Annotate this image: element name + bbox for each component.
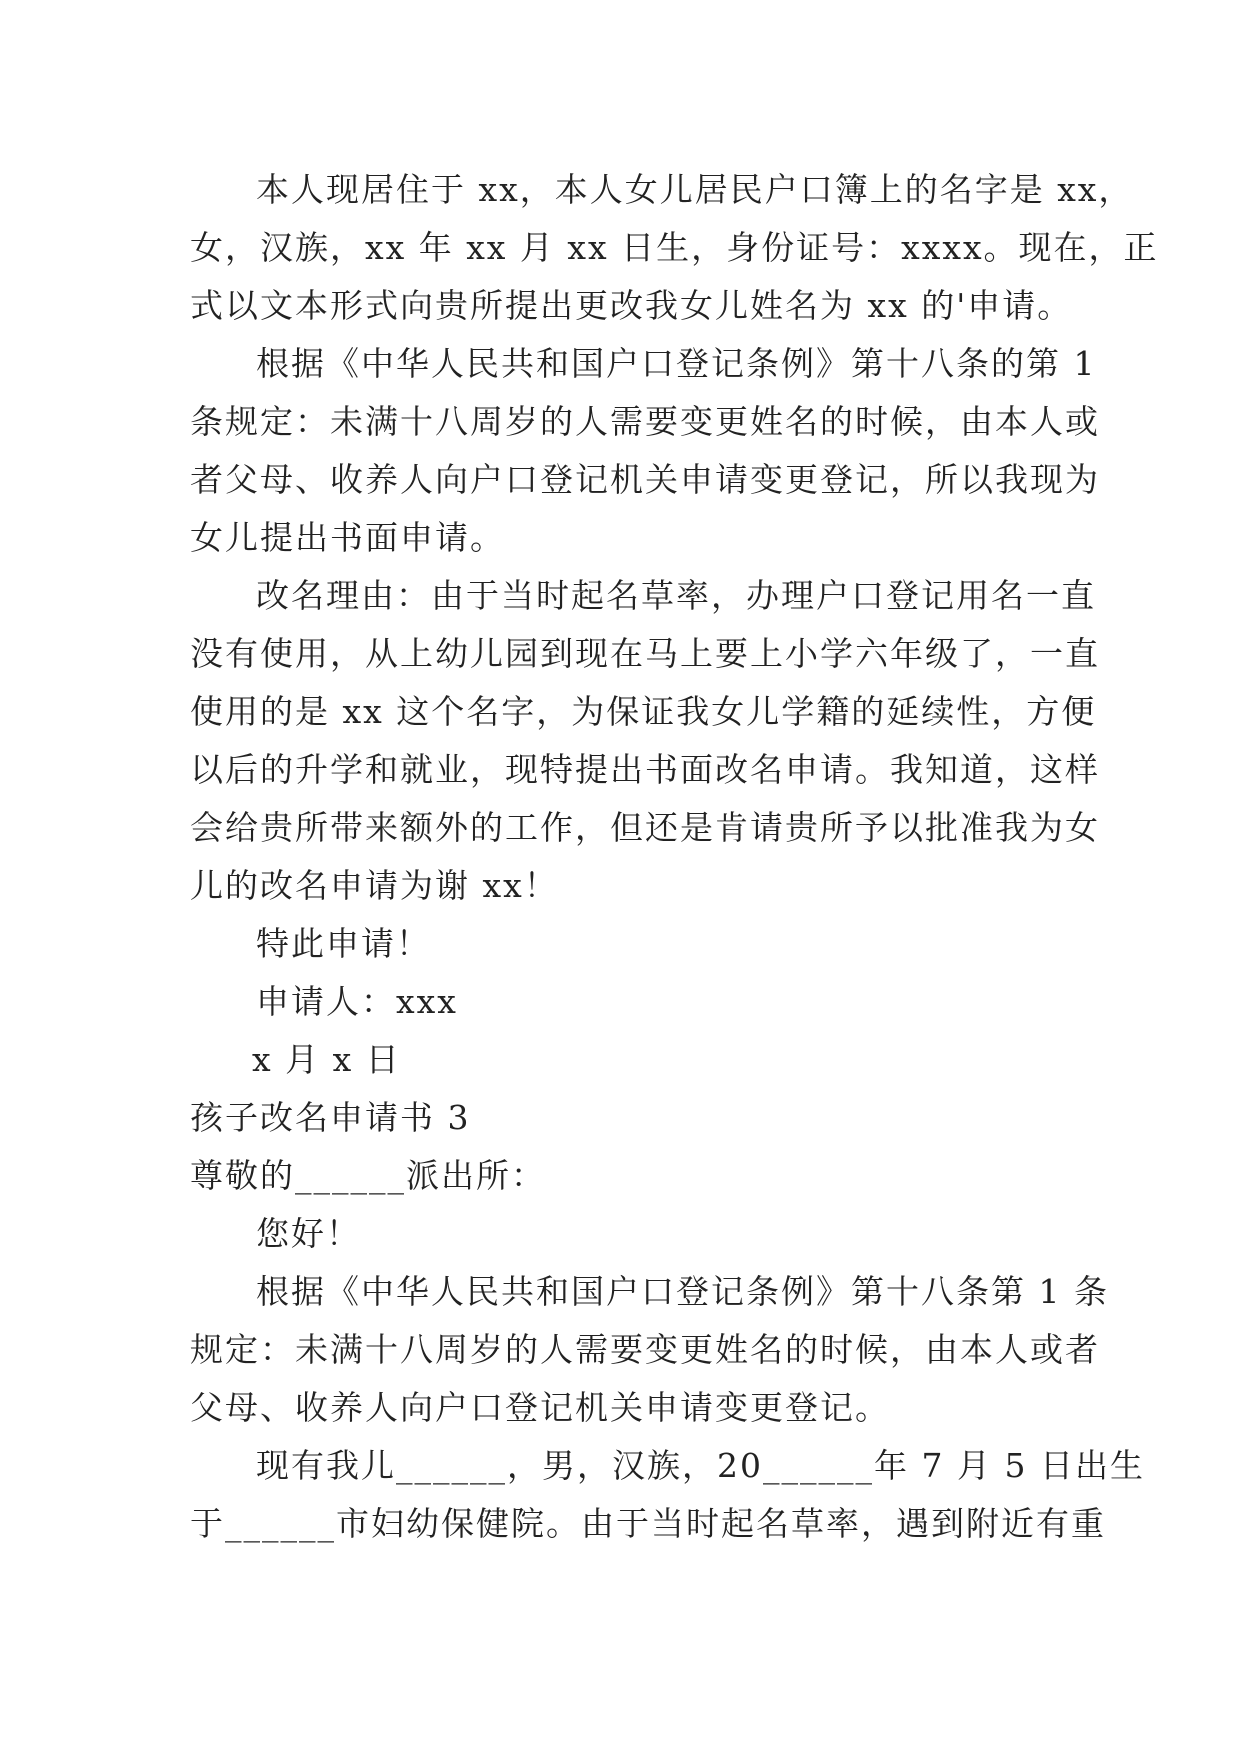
paragraph-line: 根据《中华人民共和国户口登记条例》第十八条的第 1 <box>256 344 1097 383</box>
paragraph-line: 女，汉族，xx 年 xx 月 xx 日生，身份证号：xxxx。现在，正 <box>190 228 1159 267</box>
paragraph-line: 没有使用，从上幼儿园到现在马上要上小学六年级了，一直 <box>190 634 1100 673</box>
paragraph-line: 以后的升学和就业，现特提出书面改名申请。我知道，这样 <box>190 750 1100 789</box>
paragraph-line: 本人现居住于 xx，本人女儿居民户口簿上的名字是 xx， <box>256 170 1134 209</box>
paragraph-line: 父母、收养人向户口登记机关申请变更登记。 <box>190 1388 890 1427</box>
paragraph-line: 条规定：未满十八周岁的人需要变更姓名的时候，由本人或 <box>190 402 1100 441</box>
section-title: 孩子改名申请书 3 <box>190 1098 471 1137</box>
applicant-line: 申请人：xxx <box>256 982 458 1021</box>
paragraph-line: 儿的改名申请为谢 xx！ <box>190 866 559 905</box>
date-line: x 月 x 日 <box>252 1040 401 1079</box>
paragraph-line: 式以文本形式向贵所提出更改我女儿姓名为 xx 的'申请。 <box>190 286 1073 325</box>
paragraph-line: 规定：未满十八周岁的人需要变更姓名的时候，由本人或者 <box>190 1330 1100 1369</box>
paragraph-line: 女儿提出书面申请。 <box>190 518 505 557</box>
paragraph-line: 现有我儿______，男，汉族，20______年 7 月 5 日出生 <box>256 1446 1145 1485</box>
paragraph-line: 根据《中华人民共和国户口登记条例》第十八条第 1 条 <box>256 1272 1109 1311</box>
salutation-line: 尊敬的______派出所： <box>190 1156 546 1195</box>
paragraph-line: 者父母、收养人向户口登记机关申请变更登记，所以我现为 <box>190 460 1100 499</box>
greeting-line: 您好！ <box>256 1214 361 1253</box>
paragraph-line: 会给贵所带来额外的工作，但还是肯请贵所予以批准我为女 <box>190 808 1100 847</box>
closing-line: 特此申请！ <box>256 924 431 963</box>
paragraph-line: 于______市妇幼保健院。由于当时起名草率，遇到附近有重 <box>190 1504 1106 1543</box>
paragraph-line: 改名理由：由于当时起名草率，办理户口登记用名一直 <box>256 576 1096 615</box>
paragraph-line: 使用的是 xx 这个名字，为保证我女儿学籍的延续性，方便 <box>190 692 1097 731</box>
